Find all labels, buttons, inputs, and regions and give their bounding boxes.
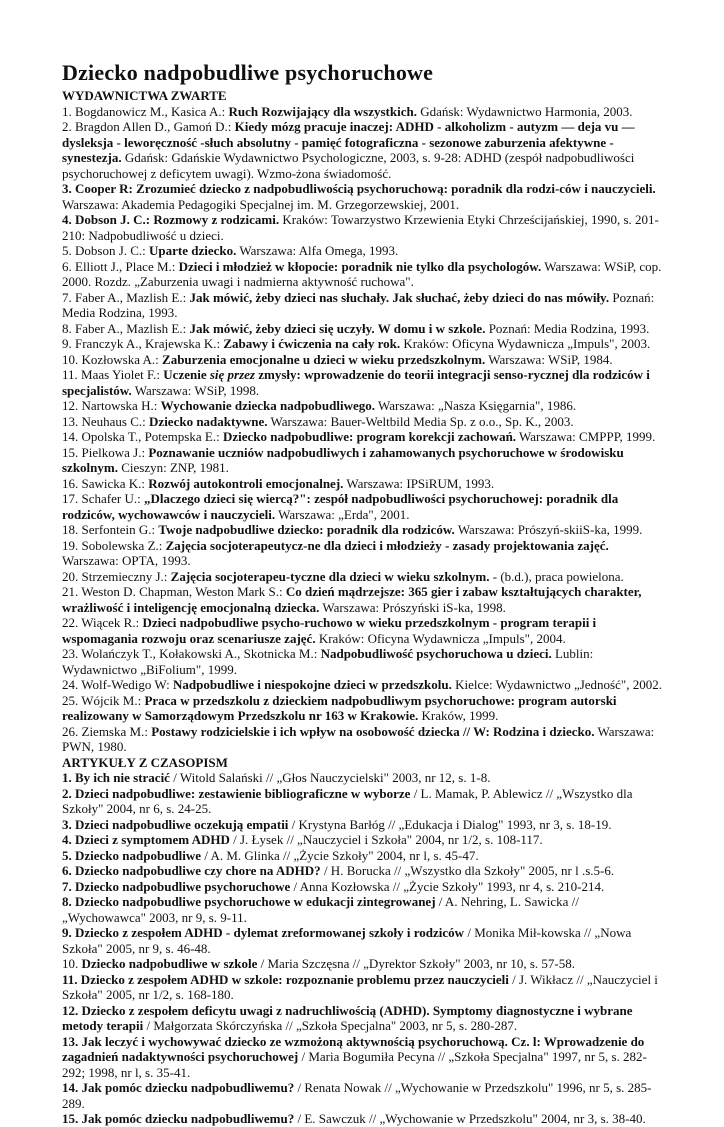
entry-segment: Warszawa: Bauer-Weltbild Media Sp. z o.o., Sp. K., 2003. <box>267 413 574 429</box>
entry-segment: Dziecko nadpobudliwe: program korekcji zachowań. <box>222 429 517 444</box>
bibliography-entry <box>62 445 664 476</box>
entry-segment: / Krystyna Barłóg // „Edukacja i Dialog" 1993, nr 3, s. 18-19. <box>288 816 612 832</box>
entry-segment: 9. Franczyk A., Krajewska K.: <box>62 336 224 351</box>
entry-segment: Warszawa: Prószyński iS-ka, 1998. <box>319 599 506 615</box>
entry-segment: Warszawa: Akademia Pedagogiki Specjalnej im. M. Grzegorzewskiej, 2001. <box>62 196 460 212</box>
entry-segment: Praca w przedszkolu z dzieckiem nadpobudliwym psychoruchowe: program autorski realizowany w Samorządowym Przedszkolu nr 163 w Krakowie. <box>62 692 617 723</box>
bibliography-entry <box>62 569 664 585</box>
entry-segment: 11. Maas Yiolet F.: <box>62 367 164 382</box>
entry-segment: Uczenie <box>163 367 210 382</box>
entry-segment: Dziecko nadpobudliwe w szkole <box>81 956 258 971</box>
entry-segment: Wychowanie dziecka nadpobudliwego. <box>160 398 375 413</box>
entry-segment: Gdańsk: Gdańskie Wydawnictwo Psychologiczne, 2003, s. 9-28: ADHD (zespół nadpobudliwości psychoruchowej z deficytem uwagi). Wzmo-żona świadomość. <box>62 150 635 181</box>
entry-segment: 24. Wolf-Wedigo W: <box>62 677 174 692</box>
entry-segment: Cieszyn: ZNP, 1981. <box>117 460 229 475</box>
entry-segment: 10. Kozłowska A.: <box>62 351 163 367</box>
entry-segment: Zajęcia socjoterapeu-tyczne dla dzieci w wieku szkolnym. <box>170 568 490 584</box>
bibliography-entry <box>62 336 664 352</box>
entry-segment: / Anna Kozłowska // „Życie Szkoły" 1993, nr 4, s. 210-214. <box>290 878 605 894</box>
entry-segment: 7. Faber A., Mazlish E.: <box>62 289 190 305</box>
entry-segment: / Renata Nowak // „Wychowanie w Przedszkolu" 1996, nr 5, s. 285-289. <box>62 1080 652 1111</box>
bibliography-entry <box>62 863 664 879</box>
entry-segment: Dzieci nadpobudliwe psycho-ruchowo w wieku przedszkolnym - program terapii i wspomagania rozwoju oraz scenariusze zajęć. <box>62 615 597 646</box>
bibliography-entry <box>62 770 664 786</box>
entry-segment: 11. Dziecko z zespołem ADHD w szkole: rozpoznanie problemu przez nauczycieli <box>62 971 509 987</box>
bibliography-entry <box>62 352 664 368</box>
bibliography-entry <box>62 848 664 864</box>
entry-segment: / J. Łysek // „Nauczyciel i Szkoła" 2004, nr 1/2, s. 108-117. <box>229 832 543 847</box>
entry-segment: Warszawa: Alfa Omega, 1993. <box>236 243 399 258</box>
bibliography-entry <box>62 1111 664 1127</box>
entry-segment: 15. Pielkowa J.: <box>62 444 149 460</box>
bibliography-entry <box>62 538 664 569</box>
entry-segment: 13. Jak leczyć i wychowywać dziecko ze wzmożoną aktywnością psychoruchową. Cz. l: Wprowadzenie do zagadnień nadaktywności psychoruchowej <box>62 1033 645 1064</box>
entry-segment: Warszawa: WSiP, 1984. <box>485 351 613 367</box>
bibliography-sections <box>62 88 664 1127</box>
entry-segment: Kraków: Towarzystwo Krzewienia Etyki Chrześcijańskiej, 1990, s. 201-210: Nadpobudliwość u dzieci. <box>62 212 659 243</box>
entry-segment: 3. Cooper R: Zrozumieć dziecko z nadpobudliwością psychoruchową: poradnik dla rodzi-ców i nauczycieli. <box>62 181 656 196</box>
entry-segment: Warszawa: PWN, 1980. <box>62 723 655 754</box>
bibliography-entry <box>62 817 664 833</box>
entry-segment: Warszawa: Prószyń-skiiS-ka, 1999. <box>454 522 643 537</box>
entry-segment: Warszawa: IPSiRUM, 1993. <box>343 475 495 491</box>
entry-segment: / Maria Bogumiła Pecyna // „Szkoła Specjalna" 1997, nr 5, s. 282-292; 1998, nr l, s. 35-41. <box>62 1049 647 1080</box>
entry-segment: 9. Dziecko z zespołem ADHD - dylemat zreformowanej szkoły i rodziców <box>62 925 465 940</box>
entry-segment: Poznań: Media Rodzina, 1993. <box>62 289 655 320</box>
entry-segment: się przez <box>209 367 255 382</box>
entry-segment: 25. Wójcik M.: <box>62 692 145 708</box>
entry-segment: Warszawa: OPTA, 1993. <box>62 553 191 568</box>
bibliography-entry <box>62 104 664 120</box>
section-heading: WYDAWNICTWA ZWARTE <box>62 88 227 103</box>
entry-segment: 6. Elliott J., Place M.: <box>62 258 179 274</box>
entry-segment: / Monika Mił-kowska // „Nowa Szkoła" 2005, nr 9, s. 46-48. <box>62 925 632 956</box>
entry-segment: 1. Bogdanowicz M., Kasica A.: <box>62 103 229 119</box>
bibliography-entry <box>62 956 664 972</box>
bibliography-entry <box>62 1003 664 1034</box>
bibliography-entry <box>62 646 664 677</box>
entry-segment: Kielce: Wydawnictwo „Jedność", 2002. <box>451 677 662 692</box>
section-heading: ARTYKUŁY Z CZASOPISM <box>62 754 228 770</box>
entry-segment: Kraków, 1999. <box>418 708 499 723</box>
entry-segment: Co dzień mądrzejsze: 365 gier i zabaw kształtujących charakter, wrażliwość i inteligencję emocjonalną dziecka. <box>62 584 642 615</box>
bibliography-entry <box>62 398 664 414</box>
bibliography-entry <box>62 1080 664 1111</box>
entry-segment: 2. Dzieci nadpobudliwe: zestawienie bibliograficzne w wyborze <box>62 785 411 801</box>
entry-segment: 19. Sobolewska Z.: <box>62 537 166 553</box>
bibliography-entry <box>62 259 664 290</box>
entry-segment: / Małgorzata Skórczyńska // „Szkoła Specjalna" 2003, nr 5, s. 280-287. <box>143 1018 518 1033</box>
bibliography-entry <box>62 491 664 522</box>
entry-segment: Zabawy i ćwiczenia na cały rok. <box>223 336 401 351</box>
bibliography-entry <box>62 832 664 848</box>
entry-segment: 14. Opolska T., Potempska E.: <box>62 429 223 444</box>
entry-segment: Warszawa: „Nasza Księgarnia", 1986. <box>375 398 577 413</box>
entry-segment: 7. Dziecko nadpobudliwe psychoruchowe <box>62 878 291 894</box>
entry-segment: 26. Ziemska M.: <box>62 723 152 739</box>
bibliography-entry <box>62 615 664 646</box>
entry-segment: 3. Dzieci nadpobudliwe oczekują empatii <box>62 816 289 832</box>
entry-segment: 4. Dobson J. C.: Rozmowy z rodzicami. <box>62 212 280 227</box>
entry-segment: 5. Dobson J. C.: <box>62 243 150 258</box>
entry-segment: 6. Dziecko nadpobudliwe czy chore na ADHD? <box>62 863 321 878</box>
entry-segment: 10. <box>62 956 82 971</box>
entry-segment: 8. Faber A., Mazlish E.: <box>62 320 190 336</box>
entry-segment: 18. Serfontein G.: <box>62 522 159 537</box>
entry-segment: Nadpobudliwość psychoruchowa u dzieci. <box>320 646 552 661</box>
entry-segment: 21. Weston D. Chapman, Weston Mark S.: <box>62 584 286 599</box>
entry-segment: 17. Schafer U.: <box>62 491 144 506</box>
entry-segment: Ruch Rozwijający dla wszystkich. <box>228 103 417 119</box>
entry-segment: 2. Bragdon Allen D., Gamoń D.: <box>62 119 235 134</box>
entry-segment: Zajęcia socjoterapeutycz-ne dla dzieci i młodzieży - zasady projektowania zajęć. <box>165 537 609 553</box>
entry-segment: Kraków: Oficyna Wydawnicza „Impuls", 2004. <box>315 630 566 646</box>
bibliography-entry <box>62 367 664 398</box>
entry-segment: Nadpobudliwe i niespokojne dzieci w przedszkolu. <box>173 677 452 692</box>
entry-segment: 8. Dziecko nadpobudliwe psychoruchowe w edukacji zintegrowanej <box>62 894 436 909</box>
entry-segment: 12. Nartowska H.: <box>62 398 161 413</box>
entry-segment: Zaburzenia emocjonalne u dzieci w wieku przedszkolnym. <box>162 351 486 367</box>
entry-segment: 12. Dziecko z zespołem deficytu uwagi z nadruchliwością (ADHD). Symptomy diagnostyczne i wybrane metody terapii <box>62 1002 633 1033</box>
entry-segment: / A. Nehring, L. Sawicka // „Wychowawca" 2003, nr 9, s. 9-11. <box>62 894 579 925</box>
bibliography-entry <box>62 522 664 538</box>
entry-segment: 4. Dzieci z symptomem ADHD <box>62 832 230 847</box>
entry-segment: / L. Mamak, P. Ablewicz // „Wszystko dla Szkoły" 2004, nr 6, s. 24-25. <box>62 785 633 816</box>
entry-segment: 15. Jak pomóc dziecku nadpobudliwemu? <box>62 1111 295 1126</box>
bibliography-entry <box>62 677 664 693</box>
entry-segment: / J. Wikłacz // „Nauczyciel i Szkoła" 2005, nr 1/2, s. 168-180. <box>62 971 658 1002</box>
entry-segment: 22. Wiącek R.: <box>62 615 143 630</box>
entry-segment: 13. Neuhaus C.: <box>62 413 150 429</box>
entry-segment: Poznań: Media Rodzina, 1993. <box>485 320 650 336</box>
entry-segment: Dzieci i młodzież w kłopocie: poradnik nie tylko dla psychologów. <box>178 258 542 274</box>
bibliography-entry <box>62 786 664 817</box>
bibliography-entry <box>62 894 664 925</box>
entry-segment: Uparte dziecko. <box>149 243 237 258</box>
entry-segment: Postawy rodzicielskie i ich wpływ na osobowość dziecka // W: Rodzina i dziecko. <box>151 723 595 739</box>
bibliography-entry <box>62 1034 664 1081</box>
entry-segment: Warszawa: WSiP, cop. 2000. Rozdz. „Zaburzenia uwagi i nadmierna aktywność ruchowa". <box>62 258 662 289</box>
bibliography-entry <box>62 693 664 724</box>
entry-segment: 23. Wolańczyk T., Kołakowski A., Skotnicka M.: <box>62 646 321 661</box>
entry-segment: / E. Sawczuk // „Wychowanie w Przedszkolu" 2004, nr 3, s. 38-40. <box>294 1111 646 1126</box>
entry-segment: - (b.d.), praca powielona. <box>489 568 624 584</box>
bibliography-entry <box>62 724 664 755</box>
entry-segment: Poznawanie uczniów nadpobudliwych i zahamowanych psychoruchowe w środowisku szkolnym. <box>62 444 624 475</box>
bibliography-entry <box>62 972 664 1003</box>
entry-segment: / Maria Szczęsna // „Dyrektor Szkoły" 2003, nr 10, s. 57-58. <box>257 956 575 971</box>
entry-segment: Rozwój autokontroli emocjonalnej. <box>148 475 344 491</box>
entry-segment: Jak mówić, żeby dzieci nas słuchały. Jak słuchać, żeby dzieci do nas mówiły. <box>189 289 610 305</box>
entry-segment: Kiedy mózg pracuje inaczej: ADHD - alkoholizm - autyzm — deja vu — dysleksja - leworęczność -słuch absolutny - pamięć fotograficzna - sezonowe zaburzenia afektywne - synestezja. <box>62 119 635 165</box>
bibliography-entry <box>62 429 664 445</box>
entry-segment: Kraków: Oficyna Wydawnicza „Impuls", 2003. <box>400 336 651 351</box>
entry-segment: 14. Jak pomóc dziecku nadpobudliwemu? <box>62 1080 295 1095</box>
bibliography-entry <box>62 243 664 259</box>
entry-segment: Dziecko nadaktywne. <box>149 413 268 429</box>
bibliography-entry <box>62 476 664 492</box>
entry-segment: Lublin: Wydawnictwo „BiFolium", 1999. <box>62 646 594 677</box>
entry-segment: 20. Strzemieczny J.: <box>62 568 171 584</box>
entry-segment: / A. M. Glinka // „Życie Szkoły" 2004, nr l, s. 45-47. <box>201 847 479 863</box>
entry-segment: 16. Sawicka K.: <box>62 475 149 491</box>
bibliography-entry <box>62 321 664 337</box>
bibliography-entry <box>62 584 664 615</box>
page-title: Dziecko nadpobudliwe psychoruchowe <box>62 60 434 85</box>
bibliography-entry <box>62 290 664 321</box>
entry-segment: 5. Dziecko nadpobudliwe <box>62 847 202 863</box>
bibliography-entry <box>62 212 664 243</box>
bibliography-entry <box>62 181 664 212</box>
entry-segment: 1. By ich nie stracić <box>62 770 170 785</box>
bibliography-entry <box>62 879 664 895</box>
entry-segment: / H. Borucka // „Wszystko dla Szkoły" 2005, nr l .s.5-6. <box>320 863 615 878</box>
bibliography-entry <box>62 119 664 181</box>
entry-segment: / Witold Salański // „Głos Nauczycielski" 2003, nr 12, s. 1-8. <box>169 770 491 785</box>
entry-segment: Gdańsk: Wydawnictwo Harmonia, 2003. <box>416 103 633 119</box>
bibliography-entry <box>62 925 664 956</box>
bibliography-entry <box>62 414 664 430</box>
entry-segment: Warszawa: CMPPP, 1999. <box>516 429 656 444</box>
entry-segment: Twoje nadpobudliwe dziecko: poradnik dla rodziców. <box>158 522 455 537</box>
entry-segment: Warszawa: WSiP, 1998. <box>131 382 260 398</box>
entry-segment: Jak mówić, żeby dzieci się uczyły. W domu i w szkole. <box>189 320 486 336</box>
entry-segment: zmysły: wprowadzenie do teorii integracji senso-rycznej dla rodziców i specjalistów. <box>62 367 650 398</box>
entry-segment: Warszawa: „Erda", 2001. <box>275 506 410 522</box>
entry-segment: „Dlaczego dzieci się wiercą?": zespół nadpobudliwości psychoruchowej: poradnik dla rodziców, wychowawców i nauczycieli. <box>62 491 619 522</box>
